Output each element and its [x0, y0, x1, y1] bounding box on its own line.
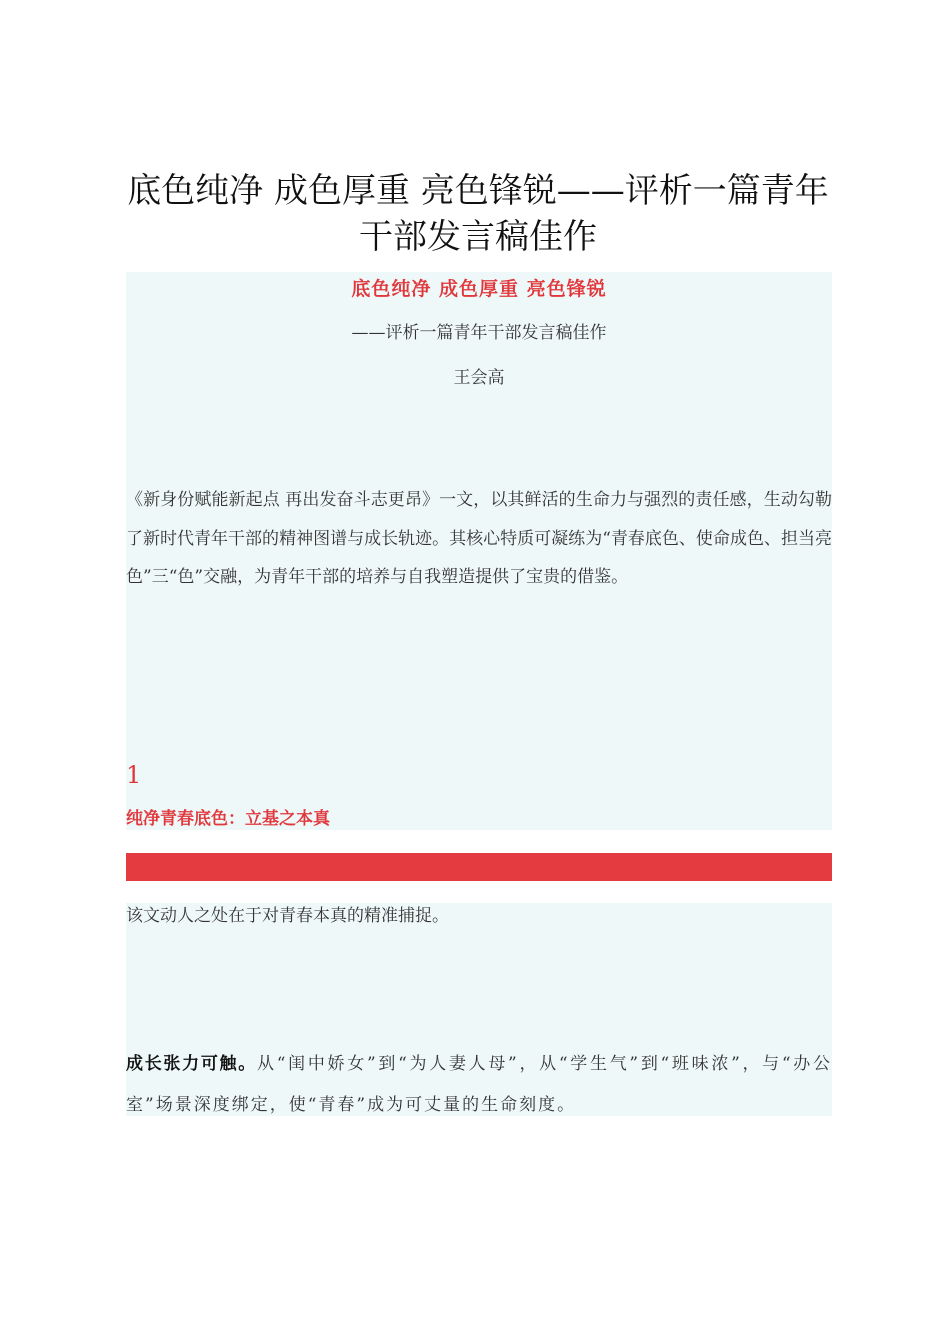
intro-paragraph: 《新身份赋能新起点 再出发奋斗志更昂》一文，以其鲜活的生命力与强烈的责任感，生动勾勒了新时代青年干部的精神图谱与成长轨迹。其核心特质可凝练为“青春底色、使命成色、担当亮色”三“色”交融，为青年干部的培养与自我塑造提供了宝贵的借鉴。	[126, 490, 832, 587]
section-divider-bar	[126, 853, 832, 881]
document-title: 底色纯净 成色厚重 亮色锋锐——评析一篇青年干部发言稿佳作	[127, 171, 829, 257]
paragraph-body: 从“闺中娇女”到“为人妻人母”，从“学生气”到“班味浓”，与“办公室”场景深度绑定，使“青春”成为可丈量的生命刻度。	[126, 1054, 833, 1115]
section-paragraph: 该文动人之处在于对青春本真的精准捕捉。	[126, 906, 449, 926]
section-number: 1	[126, 761, 142, 789]
article-red-title: 底色纯净 成色厚重 亮色锋锐	[351, 278, 607, 300]
paragraph-lead-bold: 成长张力可触。	[126, 1054, 257, 1074]
article-subtitle: ——评析一篇青年干部发言稿佳作	[351, 323, 607, 343]
section-paragraph	[126, 1044, 832, 1126]
section-title: 纯净青春底色：立基之本真	[126, 809, 330, 829]
article-author: 王会高	[453, 368, 505, 388]
